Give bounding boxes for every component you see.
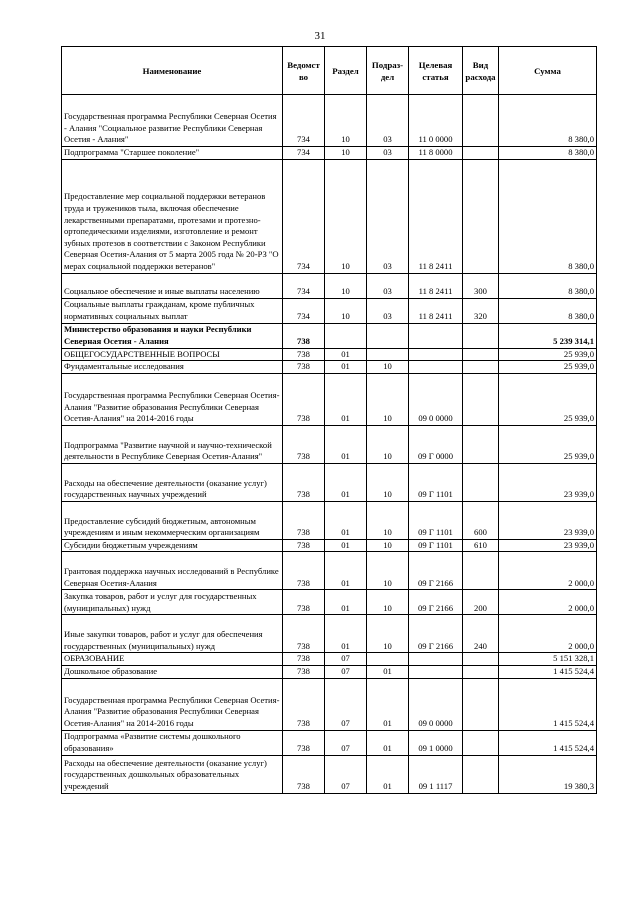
- cell-amount: 25 939,0: [499, 348, 597, 361]
- cell-dept: 738: [283, 323, 325, 348]
- cell-name: Предоставление мер социальной поддержки ветеранов труда и тружеников тыла, включая обеспечение лекарственными препаратами, протезами и протезно-ортопедическими изделиями, изготовление и ремонт зубных протезов в соответствии с Законом Республики Северная Осетия-Алания от 5 марта 2005 года № 20-РЗ "О мерах социальной поддержки ветеранов": [62, 159, 283, 273]
- cell-name: Социальное обеспечение и иные выплаты населению: [62, 273, 283, 298]
- cell-subsection: 01: [367, 755, 409, 793]
- cell-type: [463, 373, 499, 425]
- cell-amount: 1 415 524,4: [499, 678, 597, 730]
- cell-dept: 738: [283, 678, 325, 730]
- cell-target: 09 Г 1101: [409, 539, 463, 552]
- cell-amount: 19 380,3: [499, 755, 597, 793]
- cell-dept: 738: [283, 463, 325, 501]
- cell-type: [463, 665, 499, 678]
- table-row: [62, 147, 597, 160]
- cell-target: 09 Г 2166: [409, 615, 463, 653]
- table-body: [62, 95, 597, 794]
- cell-dept: 738: [283, 730, 325, 755]
- cell-subsection: 03: [367, 298, 409, 323]
- cell-amount: 2 000,0: [499, 590, 597, 615]
- cell-target: 11 0 0000: [409, 95, 463, 147]
- cell-name: Социальные выплаты гражданам, кроме публичных нормативных социальных выплат: [62, 298, 283, 323]
- cell-type: 240: [463, 615, 499, 653]
- table-row: [62, 665, 597, 678]
- cell-type: [463, 323, 499, 348]
- cell-section: 01: [325, 425, 367, 463]
- cell-subsection: [367, 653, 409, 666]
- cell-section: 10: [325, 298, 367, 323]
- table-row: [62, 730, 597, 755]
- cell-dept: 738: [283, 590, 325, 615]
- cell-target: [409, 653, 463, 666]
- cell-type: [463, 361, 499, 374]
- cell-target: 11 8 2411: [409, 298, 463, 323]
- cell-name: Расходы на обеспечение деятельности (оказание услуг) государственных дошкольных образовательных учреждений: [62, 755, 283, 793]
- cell-dept: 734: [283, 298, 325, 323]
- cell-name: Фундаментальные исследования: [62, 361, 283, 374]
- cell-amount: 25 939,0: [499, 425, 597, 463]
- cell-section: 01: [325, 348, 367, 361]
- cell-amount: 2 000,0: [499, 552, 597, 590]
- cell-type: [463, 730, 499, 755]
- cell-section: 07: [325, 678, 367, 730]
- table-row: [62, 590, 597, 615]
- cell-section: 01: [325, 552, 367, 590]
- cell-subsection: 03: [367, 273, 409, 298]
- cell-name: Подпрограмма "Развитие научной и научно-технической деятельности в Республике Северная Осетия-Алания": [62, 425, 283, 463]
- cell-name: Расходы на обеспечение деятельности (оказание услуг) государственных научных учреждений: [62, 463, 283, 501]
- cell-section: 07: [325, 653, 367, 666]
- cell-subsection: 10: [367, 361, 409, 374]
- cell-amount: 1 415 524,4: [499, 665, 597, 678]
- table-row: [62, 95, 597, 147]
- cell-dept: 734: [283, 95, 325, 147]
- cell-type: 200: [463, 590, 499, 615]
- table-row: [62, 298, 597, 323]
- cell-name: Иные закупки товаров, работ и услуг для обеспечения государственных (муниципальных) нужд: [62, 615, 283, 653]
- cell-target: 09 Г 2166: [409, 590, 463, 615]
- page-number: 31: [314, 30, 326, 42]
- cell-amount: 23 939,0: [499, 539, 597, 552]
- cell-amount: 25 939,0: [499, 361, 597, 374]
- table-row: [62, 425, 597, 463]
- cell-name: Дошкольное образование: [62, 665, 283, 678]
- cell-section: 01: [325, 539, 367, 552]
- cell-subsection: [367, 348, 409, 361]
- cell-section: 07: [325, 730, 367, 755]
- cell-name: Субсидии бюджетным учреждениям: [62, 539, 283, 552]
- cell-section: 10: [325, 159, 367, 273]
- cell-name: Грантовая поддержка научных исследований в Республике Северная Осетия-Алания: [62, 552, 283, 590]
- table-row: [62, 501, 597, 539]
- cell-subsection: 10: [367, 425, 409, 463]
- table-row: [62, 373, 597, 425]
- cell-dept: 738: [283, 615, 325, 653]
- cell-amount: 8 380,0: [499, 159, 597, 273]
- table-row: [62, 615, 597, 653]
- budget-table: [61, 46, 597, 794]
- cell-type: [463, 552, 499, 590]
- column-header-amount: Сумма: [499, 47, 597, 95]
- cell-type: [463, 348, 499, 361]
- cell-subsection: 03: [367, 95, 409, 147]
- cell-dept: 738: [283, 425, 325, 463]
- cell-name: Государственная программа Республики Северная Осетия - Алания "Социальное развитие Республики Северная Осетия - Алания": [62, 95, 283, 147]
- cell-amount: 2 000,0: [499, 615, 597, 653]
- cell-amount: 5 151 328,1: [499, 653, 597, 666]
- cell-type: [463, 653, 499, 666]
- cell-type: [463, 755, 499, 793]
- cell-target: [409, 323, 463, 348]
- cell-section: 01: [325, 501, 367, 539]
- cell-target: 09 1 1117: [409, 755, 463, 793]
- cell-dept: 738: [283, 501, 325, 539]
- cell-name: Государственная программа Республики Северная Осетия-Алания "Развитие образования Республики Северная Осетия-Алания" на 2014-2016 годы: [62, 373, 283, 425]
- cell-amount: 8 380,0: [499, 95, 597, 147]
- cell-target: 11 8 2411: [409, 273, 463, 298]
- cell-name: Министерство образования и науки Республики Северная Осетия - Алания: [62, 323, 283, 348]
- cell-subsection: 10: [367, 552, 409, 590]
- cell-type: [463, 463, 499, 501]
- cell-subsection: 10: [367, 615, 409, 653]
- cell-dept: 734: [283, 273, 325, 298]
- cell-dept: 738: [283, 348, 325, 361]
- table-row: [62, 678, 597, 730]
- cell-target: 09 Г 0000: [409, 425, 463, 463]
- cell-section: 01: [325, 463, 367, 501]
- table-row: [62, 348, 597, 361]
- cell-amount: 1 415 524,4: [499, 730, 597, 755]
- column-header-target: Целевая статья: [409, 47, 463, 95]
- table-row: [62, 653, 597, 666]
- column-header-type: Вид расхода: [463, 47, 499, 95]
- cell-target: 09 Г 2166: [409, 552, 463, 590]
- cell-target: 09 Г 1101: [409, 463, 463, 501]
- cell-amount: 23 939,0: [499, 501, 597, 539]
- table-row: [62, 539, 597, 552]
- cell-section: 01: [325, 615, 367, 653]
- cell-dept: 738: [283, 665, 325, 678]
- cell-target: [409, 361, 463, 374]
- cell-section: 01: [325, 590, 367, 615]
- cell-subsection: 03: [367, 147, 409, 160]
- cell-name: Подпрограмма "Старшее поколение": [62, 147, 283, 160]
- cell-dept: 738: [283, 653, 325, 666]
- cell-target: 09 0 0000: [409, 678, 463, 730]
- cell-section: 10: [325, 147, 367, 160]
- cell-type: [463, 425, 499, 463]
- cell-amount: 8 380,0: [499, 273, 597, 298]
- cell-dept: 738: [283, 361, 325, 374]
- column-header-section: Раздел: [325, 47, 367, 95]
- cell-type: 320: [463, 298, 499, 323]
- cell-name: Подпрограмма «Развитие системы дошкольного образования»: [62, 730, 283, 755]
- cell-target: 11 8 0000: [409, 147, 463, 160]
- cell-subsection: 10: [367, 539, 409, 552]
- table-row: [62, 463, 597, 501]
- table-row: [62, 361, 597, 374]
- cell-subsection: 10: [367, 463, 409, 501]
- cell-type: 600: [463, 501, 499, 539]
- cell-target: 09 1 0000: [409, 730, 463, 755]
- cell-type: [463, 95, 499, 147]
- cell-subsection: 01: [367, 678, 409, 730]
- cell-name: ОБЩЕГОСУДАРСТВЕННЫЕ ВОПРОСЫ: [62, 348, 283, 361]
- cell-target: 11 8 2411: [409, 159, 463, 273]
- cell-type: [463, 678, 499, 730]
- cell-name: Предоставление субсидий бюджетным, автономным учреждениям и иным некоммерческим организациям: [62, 501, 283, 539]
- cell-dept: 738: [283, 539, 325, 552]
- cell-subsection: 10: [367, 501, 409, 539]
- cell-section: 10: [325, 273, 367, 298]
- table-row: [62, 159, 597, 273]
- cell-name: Государственная программа Республики Северная Осетия-Алания "Развитие образования Республики Северная Осетия-Алания" на 2014-2016 годы: [62, 678, 283, 730]
- cell-amount: 25 939,0: [499, 373, 597, 425]
- cell-amount: 8 380,0: [499, 147, 597, 160]
- cell-type: 610: [463, 539, 499, 552]
- cell-type: 300: [463, 273, 499, 298]
- cell-section: 07: [325, 755, 367, 793]
- cell-name: ОБРАЗОВАНИЕ: [62, 653, 283, 666]
- cell-section: 07: [325, 665, 367, 678]
- table-header-row: [62, 47, 597, 95]
- cell-dept: 738: [283, 552, 325, 590]
- column-header-name: Наименование: [62, 47, 283, 95]
- cell-target: 09 0 0000: [409, 373, 463, 425]
- cell-target: [409, 665, 463, 678]
- cell-dept: 738: [283, 373, 325, 425]
- cell-section: 01: [325, 373, 367, 425]
- cell-dept: 738: [283, 755, 325, 793]
- cell-section: 10: [325, 95, 367, 147]
- column-header-dept: Ведомст во: [283, 47, 325, 95]
- cell-amount: 5 239 314,1: [499, 323, 597, 348]
- table-row: [62, 552, 597, 590]
- column-header-subsection: Подраз- дел: [367, 47, 409, 95]
- cell-subsection: [367, 323, 409, 348]
- cell-subsection: 10: [367, 590, 409, 615]
- cell-subsection: 01: [367, 665, 409, 678]
- table-row: [62, 323, 597, 348]
- cell-type: [463, 159, 499, 273]
- cell-target: 09 Г 1101: [409, 501, 463, 539]
- cell-section: 01: [325, 361, 367, 374]
- cell-dept: 734: [283, 147, 325, 160]
- cell-subsection: 01: [367, 730, 409, 755]
- table-row: [62, 273, 597, 298]
- cell-dept: 734: [283, 159, 325, 273]
- cell-amount: 23 939,0: [499, 463, 597, 501]
- cell-target: [409, 348, 463, 361]
- cell-section: [325, 323, 367, 348]
- table-row: [62, 755, 597, 793]
- cell-type: [463, 147, 499, 160]
- cell-amount: 8 380,0: [499, 298, 597, 323]
- cell-name: Закупка товаров, работ и услуг для государственных (муниципальных) нужд: [62, 590, 283, 615]
- cell-subsection: 10: [367, 373, 409, 425]
- cell-subsection: 03: [367, 159, 409, 273]
